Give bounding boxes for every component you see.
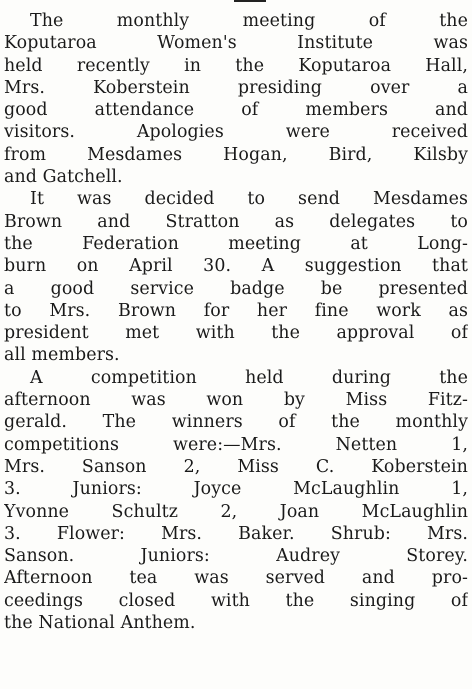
text-line: the National Anthem.: [4, 613, 196, 634]
text-line: held recently in the Koputaroa Hall,: [4, 55, 468, 76]
text-line: Brown and Stratton as delegates to: [4, 211, 468, 232]
text-line: competitions were:—Mrs. Netten 1,: [4, 434, 468, 455]
text-line: 3. Juniors: Joyce McLaughlin 1,: [4, 479, 468, 500]
text-line: Sanson. Juniors: Audrey Storey.: [4, 546, 468, 567]
text-line: 3. Flower: Mrs. Baker. Shrub: Mrs.: [4, 523, 468, 544]
text-line: Mrs. Koberstein presiding over a: [4, 77, 468, 98]
column-rule: [234, 0, 266, 2]
text-line: burn on April 30. A suggestion that: [4, 256, 468, 277]
article-body: [4, 10, 468, 634]
text-line: the Federation meeting at Long-: [4, 233, 468, 254]
text-line: and Gatchell.: [4, 167, 123, 188]
text-line: Koputaroa Women's Institute was: [4, 33, 468, 54]
text-line: Yvonne Schultz 2, Joan McLaughlin: [4, 501, 468, 522]
text-line: visitors. Apologies were received: [4, 122, 468, 143]
text-line: ceedings closed with the singing of: [4, 590, 468, 611]
text-line: president met with the approval of: [4, 323, 468, 344]
text-line: afternoon was won by Miss Fitz-: [4, 390, 468, 411]
text-line: to Mrs. Brown for her fine work as: [4, 300, 468, 321]
paragraph-3: [4, 367, 468, 635]
text-line: A competition held during the: [30, 367, 468, 388]
paragraph-2: [4, 188, 468, 366]
text-line: from Mesdames Hogan, Bird, Kilsby: [4, 144, 468, 165]
text-line: all members.: [4, 345, 120, 366]
text-line: good attendance of members and: [4, 100, 468, 121]
text-line: a good service badge be presented: [4, 278, 468, 299]
text-line: Afternoon tea was served and pro-: [4, 568, 468, 589]
paragraph-1: [4, 10, 468, 188]
text-line: gerald. The winners of the monthly: [4, 412, 468, 433]
text-line: Mrs. Sanson 2, Miss C. Koberstein: [4, 456, 468, 477]
text-line: It was decided to send Mesdames: [30, 189, 468, 210]
text-line: The monthly meeting of the: [30, 11, 468, 31]
